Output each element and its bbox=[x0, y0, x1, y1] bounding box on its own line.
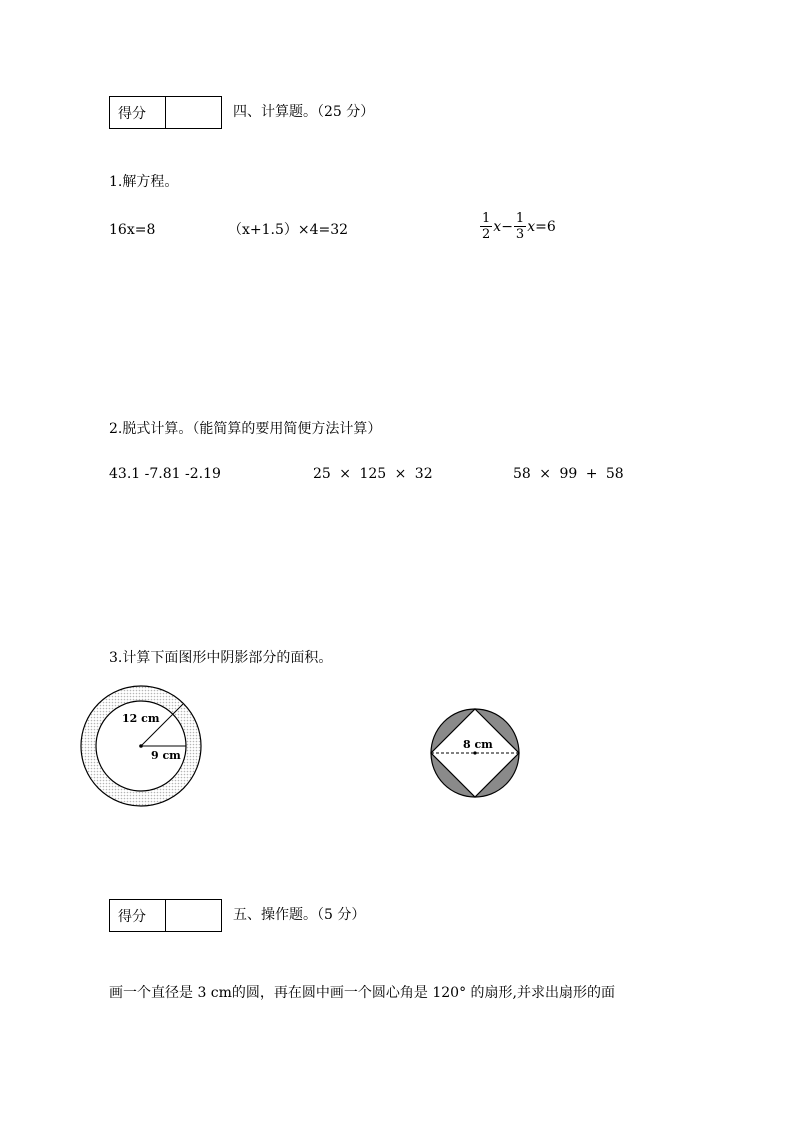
score-label: 得分 bbox=[110, 900, 166, 931]
question-title: 2.脱式计算。（能简算的要用简便方法计算） bbox=[109, 421, 382, 437]
score-label: 得分 bbox=[110, 97, 166, 128]
outer-radius-label: 12 cm bbox=[122, 712, 160, 725]
fraction bbox=[480, 211, 492, 242]
equation: （x+1.5）×4=32 bbox=[228, 222, 349, 238]
fraction-numerator: 1 bbox=[515, 211, 525, 226]
instruction-text: 画一个直径是 3 cm的圆，再在圆中画一个圆心角是 120° 的扇形,并求出扇形的面 bbox=[109, 985, 615, 1001]
section-heading: 五、操作题。（5 分） bbox=[233, 907, 366, 923]
inner-radius-label: 9 cm bbox=[151, 749, 181, 762]
fraction bbox=[514, 211, 526, 242]
question-title: 1.解方程。 bbox=[109, 174, 179, 190]
equation-fraction bbox=[479, 211, 556, 242]
inscribed-square-figure bbox=[428, 706, 522, 800]
fraction-numerator: 1 bbox=[482, 211, 491, 226]
score-blank-field[interactable] bbox=[166, 97, 221, 128]
equation-rhs: =6 bbox=[535, 218, 556, 235]
center-point bbox=[473, 751, 476, 754]
question-title: 3.计算下面图形中阴影部分的面积。 bbox=[109, 650, 333, 666]
section-heading: 四、计算题。（25 分） bbox=[233, 104, 375, 120]
expression: 25 × 125 × 32 bbox=[313, 466, 433, 482]
fraction-denominator: 3 bbox=[515, 227, 525, 242]
diameter-label: 8 cm bbox=[463, 738, 493, 751]
variable: x bbox=[493, 218, 502, 235]
annulus-figure bbox=[78, 683, 206, 811]
score-box bbox=[109, 899, 222, 932]
variable: x bbox=[527, 218, 536, 235]
expression: 43.1 -7.81 -2.19 bbox=[109, 466, 221, 482]
equation: 16x=8 bbox=[109, 222, 156, 238]
expression: 58 × 99 + 58 bbox=[513, 466, 624, 482]
score-box bbox=[109, 96, 222, 129]
center-point bbox=[139, 744, 143, 748]
fraction-denominator: 2 bbox=[482, 227, 491, 242]
minus-sign: − bbox=[501, 218, 513, 235]
score-blank-field[interactable] bbox=[166, 900, 221, 931]
